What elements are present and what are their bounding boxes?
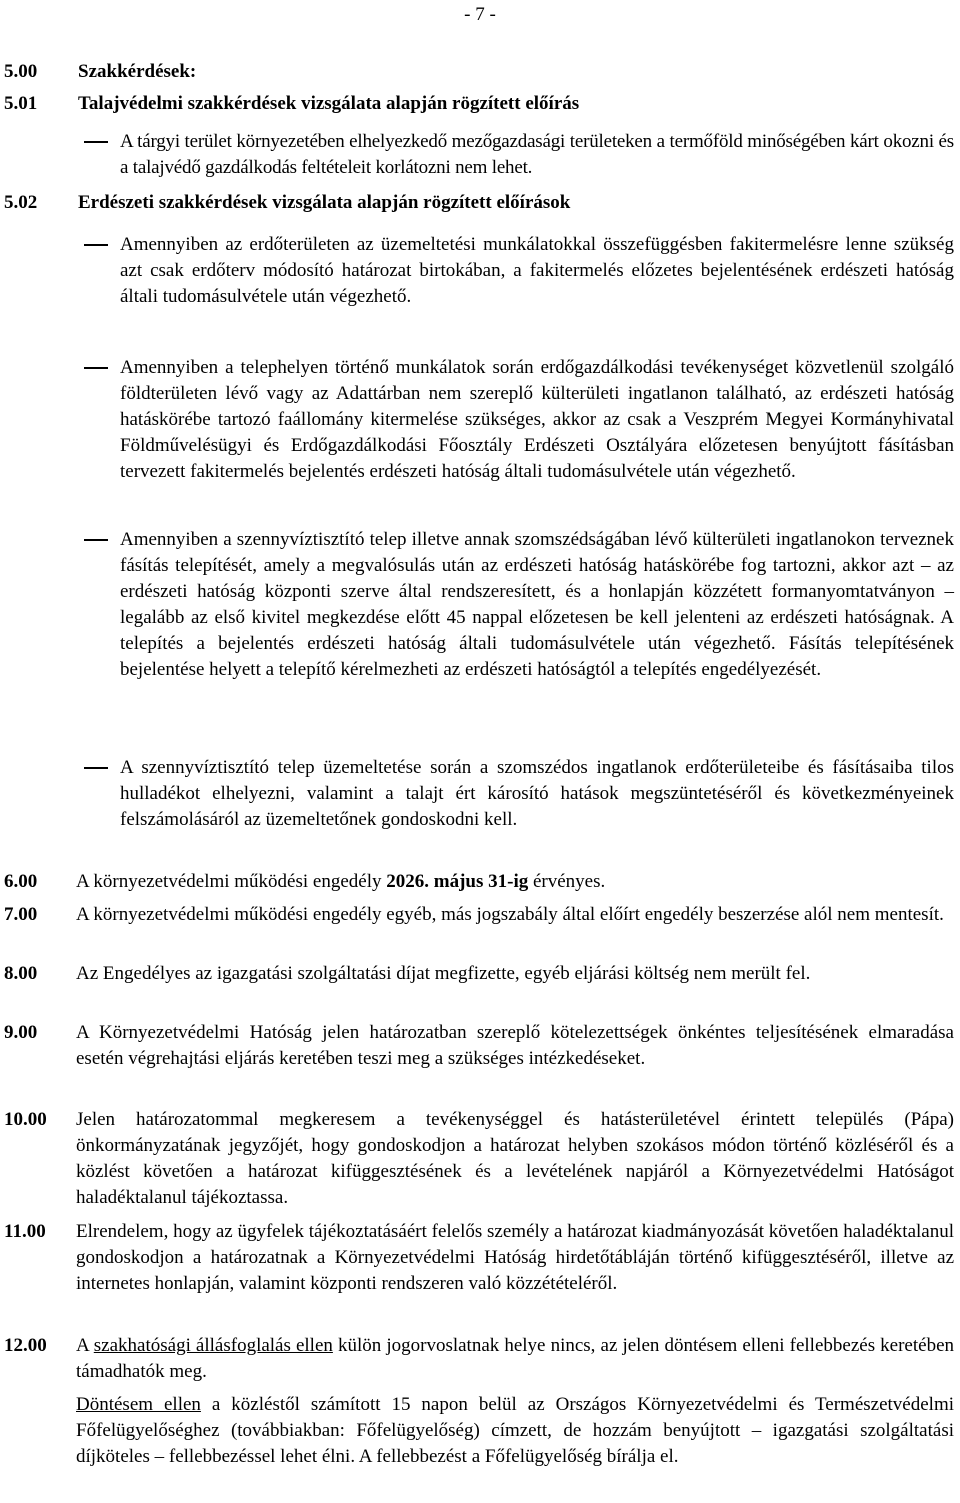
text-part: a közléstől számított 15 napon belül az Országos Környezetvédelmi és Természetvédelmi Főfelügyelőséghez (továbbiakban: Főfelügyelőség) címzett, de hozzám benyújtott – igazgatási szolgáltatási díjköteles – fellebbezéssel lehet élni. A fellebbezést a Főfelügyelőség bírálja el. <box>76 1394 955 1467</box>
section-title: Talajvédelmi szakkérdések vizsgálata alapján rögzített előírás <box>78 93 580 114</box>
section-number: 12.00 <box>4 1335 47 1356</box>
dash-bullet <box>84 367 108 369</box>
list-item <box>84 355 954 485</box>
dash-bullet <box>84 767 108 769</box>
dash-bullet <box>84 141 108 143</box>
section-title: Erdészeti szakkérdések vizsgálata alapján rögzített előírások <box>78 192 571 213</box>
text-part: érvényes. <box>528 871 606 892</box>
list-item-text: A szennyvíztisztító telep üzemeltetése során a szomszédos ingatlanok erdőterületeibe és fásításaiba tilos hulladékot elhelyezni, valamint a talajt ért károsító hatások megszüntetéséről és következményeinek felszámolásáról az üzemeltetőnek gondoskodni kell. <box>120 757 954 830</box>
section-number: 11.00 <box>4 1221 46 1242</box>
list-item <box>84 755 954 833</box>
closing-paragraph <box>76 1392 954 1470</box>
section-number: 5.02 <box>4 192 38 213</box>
section-5-00-heading <box>4 59 196 85</box>
section-text: Az Engedélyes az igazgatási szolgáltatási díjat megfizette, egyéb eljárási költség nem merült fel. <box>76 963 811 984</box>
section-text: A környezetvédelmi működési engedély egyéb, más jogszabály által előírt engedély beszerzése alól nem mentesít. <box>76 904 944 925</box>
section-number: 7.00 <box>4 904 38 925</box>
text-part: A környezetvédelmi működési engedély <box>76 871 387 892</box>
list-item-text: Amennyiben a szennyvíztisztító telep illetve annak szomszédságában lévő külterületi ingatlanokon terveznek fásítás telepítését, amely a megvalósulás után az erdészeti hatóság hatáskörébe fog tartozni, akkor azt – az erdészeti hatóság központi szerve által rendszeresített, és a honlapján közzétett formanyomtatványon – legalább az első kivitel megkezdése előtt 45 nappal előzetesen be kell jelenteni az erdészeti hatóságnak. A telepítés a bejelentés erdészeti hatóság általi tudomásulvétele után végezhető. Fásítás telepítésének bejelentése helyett a telepítő kérelmezheti az erdészeti hatóságtól a telepítés engedélyezését. <box>120 529 954 680</box>
section-number: 8.00 <box>4 963 38 984</box>
section-text: A Környezetvédelmi Hatóság jelen határozatban szereplő kötelezettségek önkéntes teljesítésének elmaradása esetén végrehajtási eljárás keretében teszi meg a szükséges intézkedéseket. <box>76 1022 954 1069</box>
section-number: 5.01 <box>4 93 38 114</box>
text-part: külön jogorvoslatnak helye nincs, az jelen döntésem elleni fellebbezés keretében támadhatók meg. <box>76 1335 955 1382</box>
text-part: A <box>76 1335 94 1356</box>
list-item-text: Amennyiben a telephelyen történő munkálatok során erdőgazdálkodási tevékenységet közvetlenül szolgáló földterületen lévő vagy az Adattárban nem szereplő külterületi ingatlanon található, az erdészeti hatóság hatáskörébe tartozó faállomány kitermelése szükséges, akkor az csak a Veszprém Megyei Kormányhivatal Földművelésügyi és Erdőgazdálkodási Főosztály Erdészeti Osztályára előzetesen benyújtott fásításban tervezett fakitermelés bejelentés erdészeti hatóság általi tudomásulvétele után végezhető. <box>120 357 954 482</box>
dash-bullet <box>84 244 108 246</box>
section-number: 10.00 <box>4 1109 47 1130</box>
dash-bullet <box>84 539 108 541</box>
section-number: 9.00 <box>4 1022 38 1043</box>
section-text <box>76 869 954 895</box>
underlined-phrase: szakhatósági állásfoglalás ellen <box>93 1335 333 1356</box>
page-number: - 7 - <box>464 4 496 25</box>
list-item <box>84 232 954 310</box>
list-item-text: Amennyiben az erdőterületen az üzemeltetési munkálatokkal összefüggésben fakitermelésre lenne szükség azt csak erdőterv módosító határozat birtokában, a fakitermelés előzetes bejelentésének erdészeti hatóság általi tudomásulvétele után végezhető. <box>120 234 954 307</box>
section-5-01-heading <box>4 91 579 117</box>
section-title: Szakkérdések: <box>78 61 197 82</box>
list-item <box>84 527 954 683</box>
section-text: Elrendelem, hogy az ügyfelek tájékoztatásáért felelős személy a határozat kiadmányozását követően haladéktalanul gondoskodjon a határozatnak a Környezetvédelmi Hatóság hirdetőtábláján történő kifüggesztéséről, illetve az internetes honlapján, valamint központi rendszeren való közzétételéről. <box>76 1221 954 1294</box>
list-item-text: A tárgyi terület környezetében elhelyezkedő mezőgazdasági területeken a termőföld minőségében kárt okozni és a talajvédő gazdálkodás feltételeit korlátozni nem lehet. <box>120 131 954 178</box>
list-item <box>84 129 954 181</box>
section-text: Jelen határozatommal megkeresem a tevékenységgel és hatásterületével érintett település (Pápa) önkormányzatának jegyzőjét, hogy gondoskodjon a határozat helyben szokásos módon történő közléséről és a közlést követően a határozat kifüggesztésének és a levételének napjáról a Környezetvédelmi Hatóságot haladéktalanul tájékoztassa. <box>76 1109 954 1208</box>
section-number: 6.00 <box>4 871 38 892</box>
section-5-02-heading <box>4 190 570 216</box>
section-text <box>76 1333 954 1385</box>
underlined-phrase: Döntésem ellen <box>76 1394 201 1415</box>
validity-date: 2026. május 31-ig <box>386 871 529 892</box>
section-number: 5.00 <box>4 61 38 82</box>
